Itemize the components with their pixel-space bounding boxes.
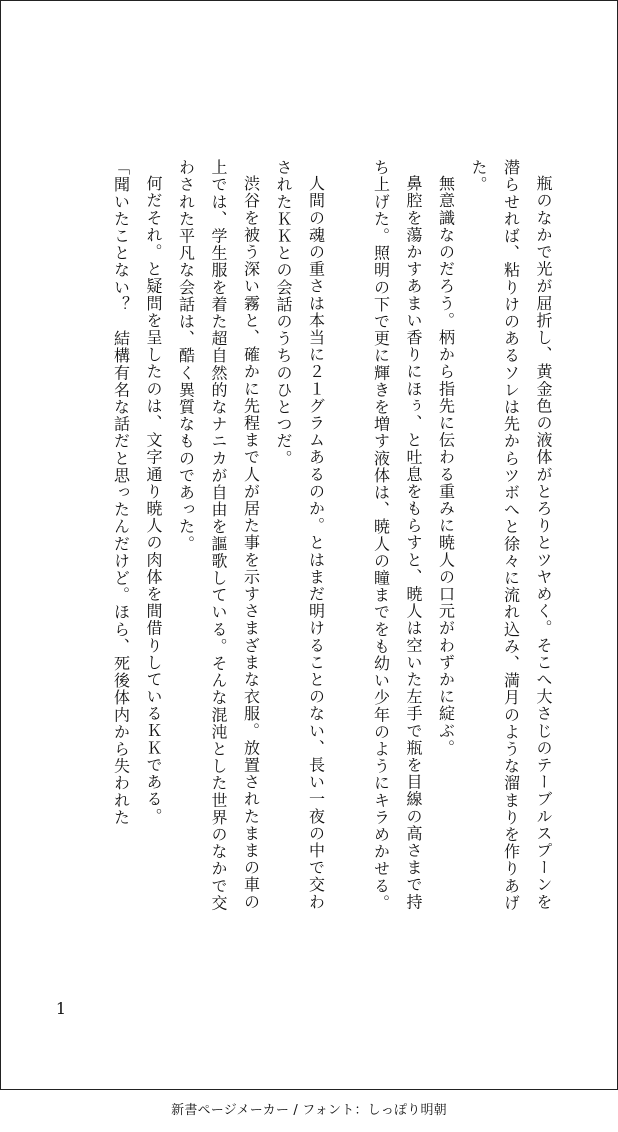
- paragraph-2: 無意識なのだろう。柄から指先に伝わる重みに暁人の口元がわずかに綻ぶ。: [436, 175, 456, 757]
- footer-caption: 新書ページメーカー / フォント：しっぽり明朝: [171, 1103, 447, 1118]
- body-text-area: [63, 159, 559, 919]
- paragraph-4: 人間の魂の重さは本当に２１グラムあるのか。とはまだ明けることのない、長い一夜の中で交わされたＫＫとの会話のうちのひとつだ。: [274, 159, 326, 911]
- paragraph-6: 何だそれ。と疑問を呈したのは、文字通り暁人の肉体を間借りしているＫＫである。: [144, 175, 163, 825]
- paragraph-5: 渋谷を被う深い霧と、確かに先程まで人が居た事を示すさまざまな衣服。放置されたままの車の上では、学生服を着た超自然的なナニカが自由を謳歌している。そんな混沌とした世界のなかで交わされた平凡な会話は、酷く異質なものであった。: [176, 159, 261, 912]
- vertical-body-text: [63, 159, 559, 919]
- paragraph-1: 瓶のなかで光が屈折し、黄金色の液体がとろりとツヤめく。そこへ大さじのテーブルスプーンを潜らせれば、粘りけのあるソレは先からツボへと徐々に流れ込み、満月のような溜まりを作りあげた。: [469, 159, 553, 912]
- paragraph-7-dialogue: 「聞いたことない？ 結構有名な話だと思ったんだけど。ほら、死後体内から失われた: [111, 159, 131, 826]
- page-number: 1: [55, 999, 67, 1018]
- paragraph-3: 鼻腔を蕩かすあまい香りにほぅ、と吐息をもらすと、暁人は空いた左手で瓶を目線の高さまで持ち上げた。照明の下で更に輝きを増す液体は、暁人の瞳までをも幼い少年のようにキラめかせる。: [371, 159, 423, 912]
- blank-line: [332, 159, 365, 919]
